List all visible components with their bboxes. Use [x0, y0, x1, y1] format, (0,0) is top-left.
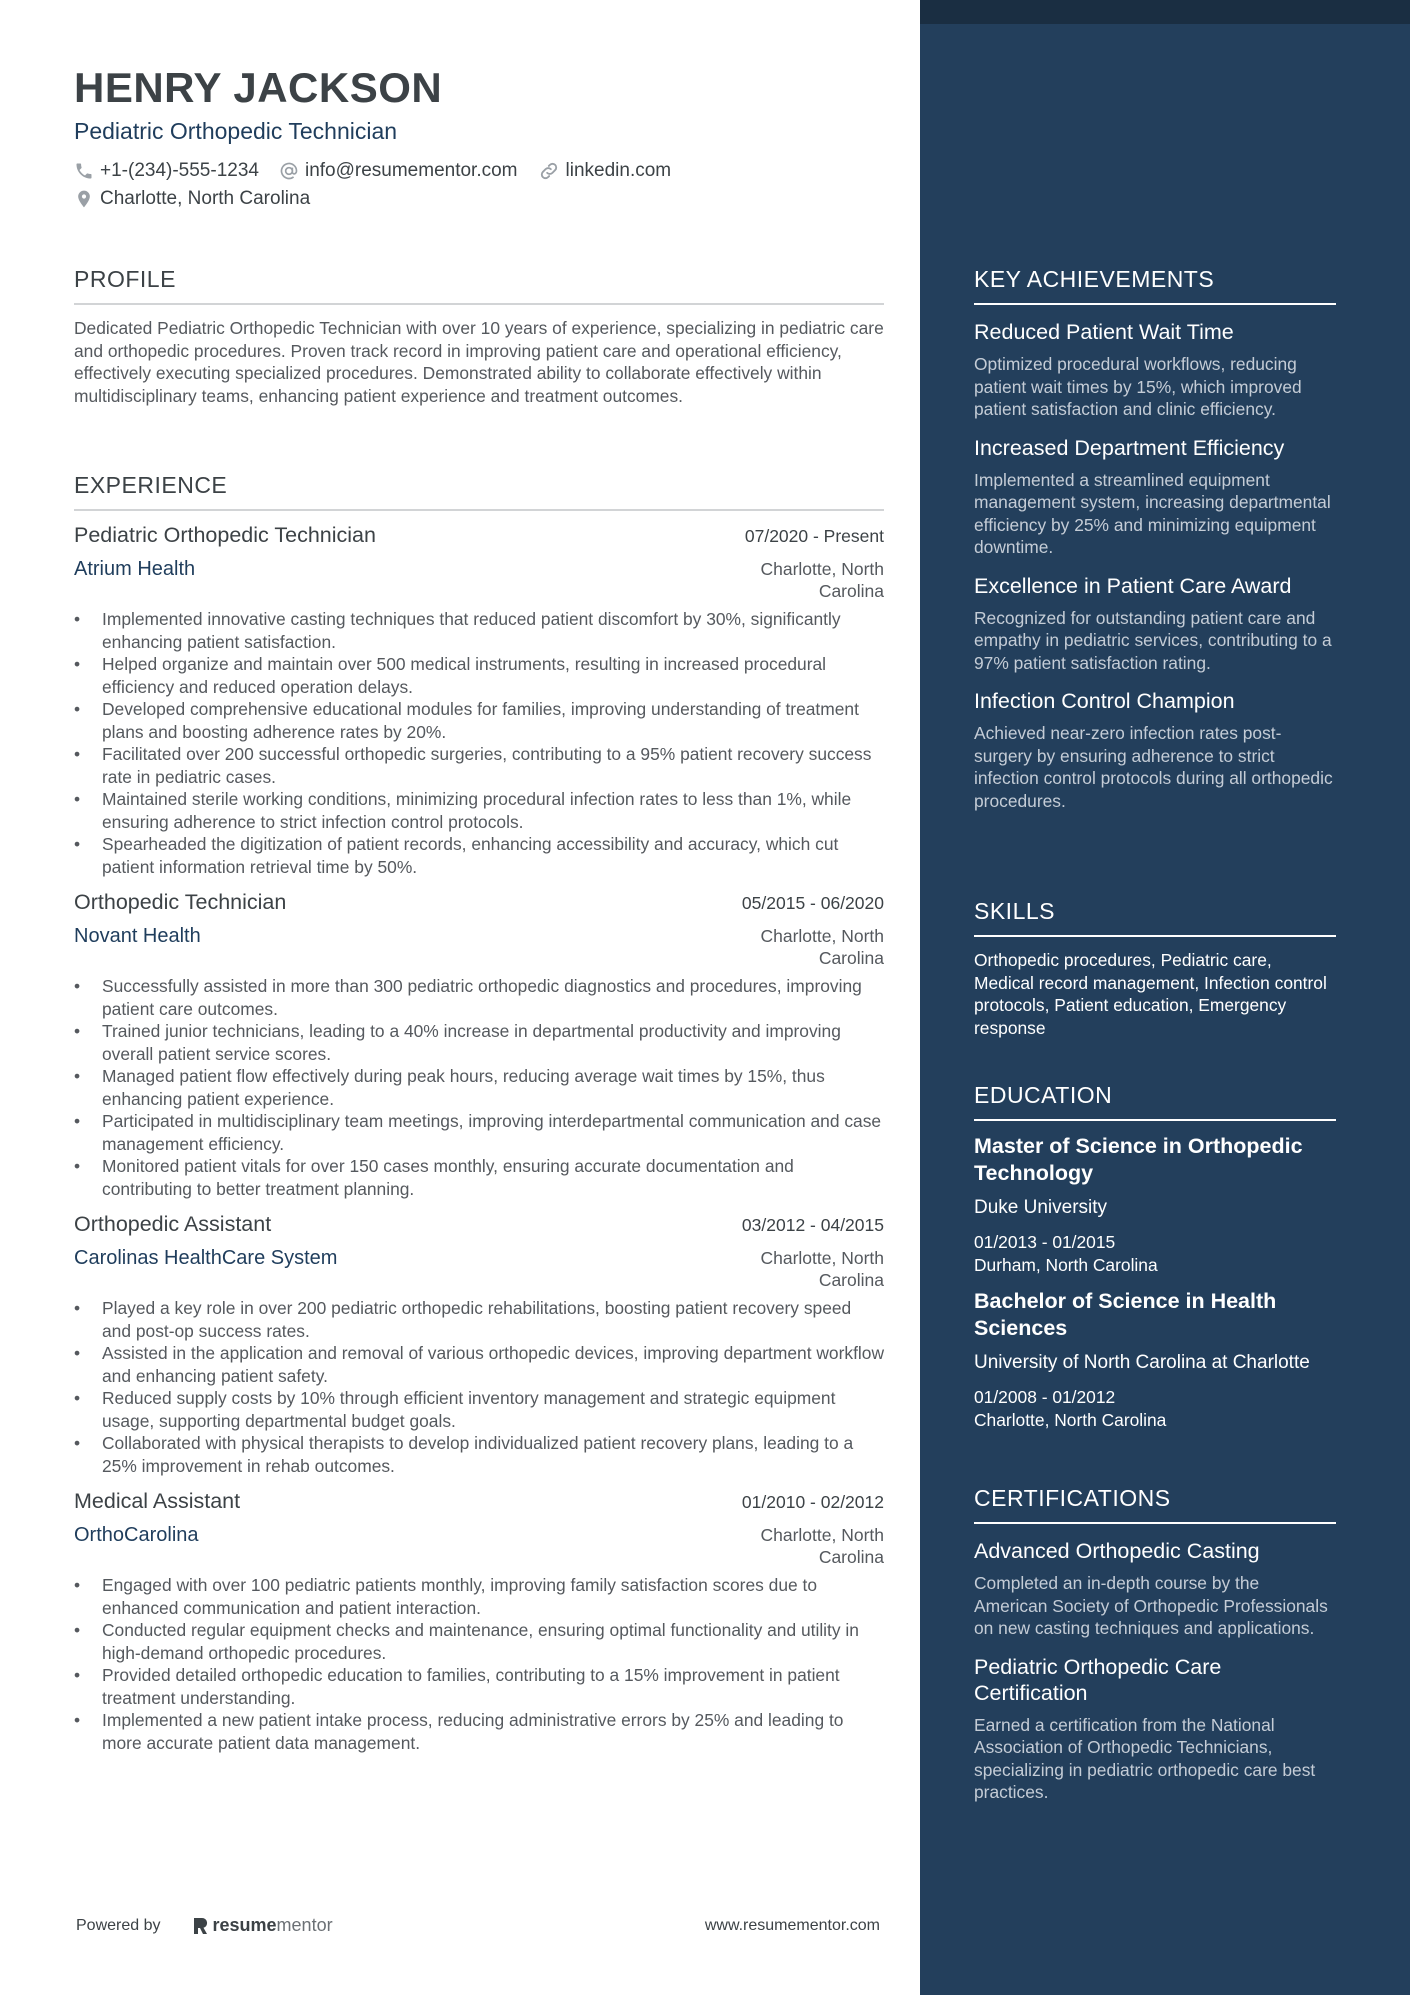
job-company: Carolinas HealthCare System — [74, 1247, 338, 1269]
profile-heading: PROFILE — [74, 266, 884, 305]
achievement-item — [974, 435, 1336, 559]
candidate-name: HENRY JACKSON — [74, 64, 443, 111]
contact-location — [74, 188, 310, 210]
bullet-item: • Reduced supply costs by 10% through efficient inventory management and strategic equipment usage, supporting departmental budget goals. — [74, 1387, 884, 1432]
bullet-item: • Played a key role in over 200 pediatric orthopedic rehabilitations, boosting patient recovery speed and post-op success rates. — [74, 1297, 884, 1342]
certifications-heading: CERTIFICATIONS — [974, 1485, 1336, 1524]
certification-desc: Completed an in-depth course by the American Society of Orthopedic Professionals on new casting techniques and applications. — [974, 1573, 1328, 1638]
bullet-item: • Developed comprehensive educational modules for families, improving understanding of treatment plans and boosting adherence rates by 20%. — [74, 698, 884, 743]
certifications-section — [974, 1485, 1336, 1804]
job-entry — [74, 1212, 884, 1477]
location-text: Charlotte, North Carolina — [100, 188, 311, 209]
education-dates: 01/2013 - 01/2015 — [974, 1232, 1116, 1252]
brand-light: mentor — [276, 1915, 333, 1935]
experience-section — [74, 472, 884, 1754]
job-title: Orthopedic Assistant — [74, 1212, 272, 1236]
job-entry — [74, 523, 884, 878]
bullet-item: • Participated in multidisciplinary team meetings, improving interdepartmental communication and case management efficiency. — [74, 1110, 884, 1155]
bullet-item: • Provided detailed orthopedic education to families, contributing to a 15% improvement in patient treatment understanding. — [74, 1664, 884, 1709]
education-dates: 01/2008 - 01/2012 — [974, 1387, 1116, 1407]
achievements-section — [974, 266, 1336, 812]
job-title: Pediatric Orthopedic Technician — [74, 523, 376, 547]
bullet-item: • Trained junior technicians, leading to a 40% increase in departmental productivity and improving overall patient service scores. — [74, 1020, 884, 1065]
bullet-item: • Spearheaded the digitization of patient records, enhancing accessibility and accuracy, which cut patient information retrieval time by 50%. — [74, 833, 884, 878]
bullet-item: • Monitored patient vitals for over 150 cases monthly, ensuring accurate documentation and contributing to better treatment planning. — [74, 1155, 884, 1200]
footer — [76, 1915, 880, 1936]
contact-email[interactable] — [279, 160, 518, 182]
skills-list: Orthopedic procedures, Pediatric care, Medical record management, Infection control protocols, Patient education, Emergency response — [974, 950, 1327, 1038]
job-bullets — [74, 1574, 884, 1754]
education-section — [974, 1082, 1336, 1431]
education-location: Charlotte, North Carolina — [974, 1409, 1167, 1430]
bullet-item: • Managed patient flow effectively during peak hours, reducing average wait times by 15%, thus enhancing patient experience. — [74, 1065, 884, 1110]
job-dates: 01/2010 - 02/2012 — [741, 1492, 884, 1512]
powered-by — [76, 1915, 333, 1936]
powered-by-label: Powered by — [76, 1916, 161, 1934]
profile-text: Dedicated Pediatric Orthopedic Technician with over 10 years of experience, specializing in pediatric care and orthopedic procedures. Proven track record in improving patient care and operational efficiency, effectively executing specialized procedures. Demonstrated ability to collaborate effectively within multidisciplinary teams, enhancing patient experience and treatment outcomes. — [74, 318, 884, 406]
bullet-item: • Collaborated with physical therapists to develop individualized patient recovery plans, leading to a 25% improvement in rehab outcomes. — [74, 1432, 884, 1477]
achievement-desc: Implemented a streamlined equipment management system, increasing departmental efficiency by 25% and minimizing equipment downtime. — [974, 469, 1331, 557]
achievement-desc: Achieved near-zero infection rates post-surgery by ensuring adherence to strict infection control protocols during all orthopedic procedures. — [974, 723, 1333, 811]
achievement-title: Increased Department Efficiency — [974, 435, 1285, 460]
certification-item — [974, 1538, 1336, 1640]
contact-row — [74, 160, 691, 182]
achievement-item — [974, 573, 1336, 675]
certification-title: Pediatric Orthopedic Care Certification — [974, 1654, 1222, 1705]
bullet-item: • Helped organize and maintain over 500 medical instruments, resulting in increased procedural efficiency and reduced operation delays. — [74, 653, 884, 698]
bullet-item: • Facilitated over 200 successful orthopedic surgeries, contributing to a 95% patient recovery success rate in pediatric cases. — [74, 743, 884, 788]
bullet-item: • Engaged with over 100 pediatric patients monthly, improving family satisfaction scores due to enhanced communication and patient interaction. — [74, 1574, 884, 1619]
sidebar — [920, 0, 1410, 1995]
job-location: Charlotte, North Carolina — [760, 1525, 884, 1567]
phone-icon — [74, 161, 94, 181]
job-entry — [74, 890, 884, 1200]
brand-logo[interactable] — [191, 1915, 333, 1936]
job-title: Orthopedic Technician — [74, 890, 287, 914]
email-text: info@resumementor.com — [304, 160, 518, 181]
job-bullets — [74, 1297, 884, 1477]
bullet-item: • Implemented a new patient intake process, reducing administrative errors by 25% and leading to more accurate patient data management. — [74, 1709, 884, 1754]
job-title: Medical Assistant — [74, 1489, 241, 1513]
education-location: Durham, North Carolina — [974, 1254, 1158, 1275]
education-item — [974, 1288, 1336, 1431]
job-location: Charlotte, North Carolina — [760, 926, 884, 968]
skills-heading: SKILLS — [974, 898, 1336, 937]
achievement-title: Excellence in Patient Care Award — [974, 573, 1292, 598]
certification-title: Advanced Orthopedic Casting — [974, 1539, 1260, 1563]
linkedin-text: linkedin.com — [565, 160, 672, 181]
bullet-item: • Maintained sterile working conditions, minimizing procedural infection rates to less than 1%, while ensuring adherence to strict infection control protocols. — [74, 788, 884, 833]
link-icon — [538, 160, 560, 182]
achievement-item — [974, 319, 1336, 421]
bullet-item: • Successfully assisted in more than 300 pediatric orthopedic diagnostics and procedures, improving patient care outcomes. — [74, 975, 884, 1020]
job-company: Novant Health — [74, 925, 201, 947]
bullet-item: • Assisted in the application and removal of various orthopedic devices, improving department workflow and enhancing patient safety. — [74, 1342, 884, 1387]
education-item — [974, 1133, 1336, 1276]
education-heading: EDUCATION — [974, 1082, 1336, 1121]
achievement-item — [974, 688, 1336, 812]
profile-section — [74, 266, 884, 407]
job-dates: 03/2012 - 04/2015 — [741, 1215, 884, 1235]
phone-text: +1-(234)-555-1234 — [100, 160, 259, 181]
at-icon — [279, 161, 299, 181]
job-dates: 07/2020 - Present — [744, 526, 884, 546]
bullet-item: • Implemented innovative casting techniques that reduced patient discomfort by 30%, significantly enhancing patient satisfaction. — [74, 608, 884, 653]
job-location: Charlotte, North Carolina — [760, 559, 884, 601]
certification-item — [974, 1654, 1336, 1804]
job-entry — [74, 1489, 884, 1754]
job-company: OrthoCarolina — [74, 1524, 199, 1546]
achievement-title: Reduced Patient Wait Time — [974, 320, 1234, 344]
contact-row-2 — [74, 188, 330, 210]
location-pin-icon — [74, 189, 94, 209]
skills-section — [974, 898, 1336, 1039]
brand-bold: resume — [212, 1915, 277, 1935]
education-degree: Bachelor of Science in Health Sciences — [974, 1289, 1277, 1340]
website-link[interactable]: www.resumementor.com — [704, 1916, 880, 1934]
education-degree: Master of Science in Orthopedic Technology — [974, 1134, 1303, 1185]
sidebar-top-bar — [920, 0, 1410, 24]
job-location: Charlotte, North Carolina — [760, 1248, 884, 1290]
achievement-desc: Optimized procedural workflows, reducing patient wait times by 15%, which improved patient satisfaction and clinic efficiency. — [974, 354, 1302, 419]
achievements-heading: KEY ACHIEVEMENTS — [974, 266, 1336, 305]
education-school: University of North Carolina at Charlotte — [974, 1352, 1310, 1373]
achievement-desc: Recognized for outstanding patient care and empathy in pediatric services, contributing to a 97% patient satisfaction rating. — [974, 607, 1332, 673]
job-company: Atrium Health — [74, 558, 196, 580]
job-bullets — [74, 975, 884, 1200]
experience-heading: EXPERIENCE — [74, 472, 884, 511]
bullet-item: • Conducted regular equipment checks and maintenance, ensuring optimal functionality and utility in high-demand orthopedic procedures. — [74, 1619, 884, 1664]
education-school: Duke University — [974, 1197, 1108, 1218]
contact-phone[interactable] — [74, 160, 259, 182]
resumementor-logo-icon — [191, 1916, 209, 1936]
job-bullets — [74, 608, 884, 878]
contact-linkedin[interactable] — [538, 160, 672, 182]
job-dates: 05/2015 - 06/2020 — [741, 893, 884, 913]
candidate-title: Pediatric Orthopedic Technician — [74, 118, 398, 144]
achievement-title: Infection Control Champion — [974, 689, 1235, 713]
certification-desc: Earned a certification from the National Association of Orthopedic Technicians, specializing in pediatric orthopedic care best practices. — [974, 1714, 1316, 1802]
